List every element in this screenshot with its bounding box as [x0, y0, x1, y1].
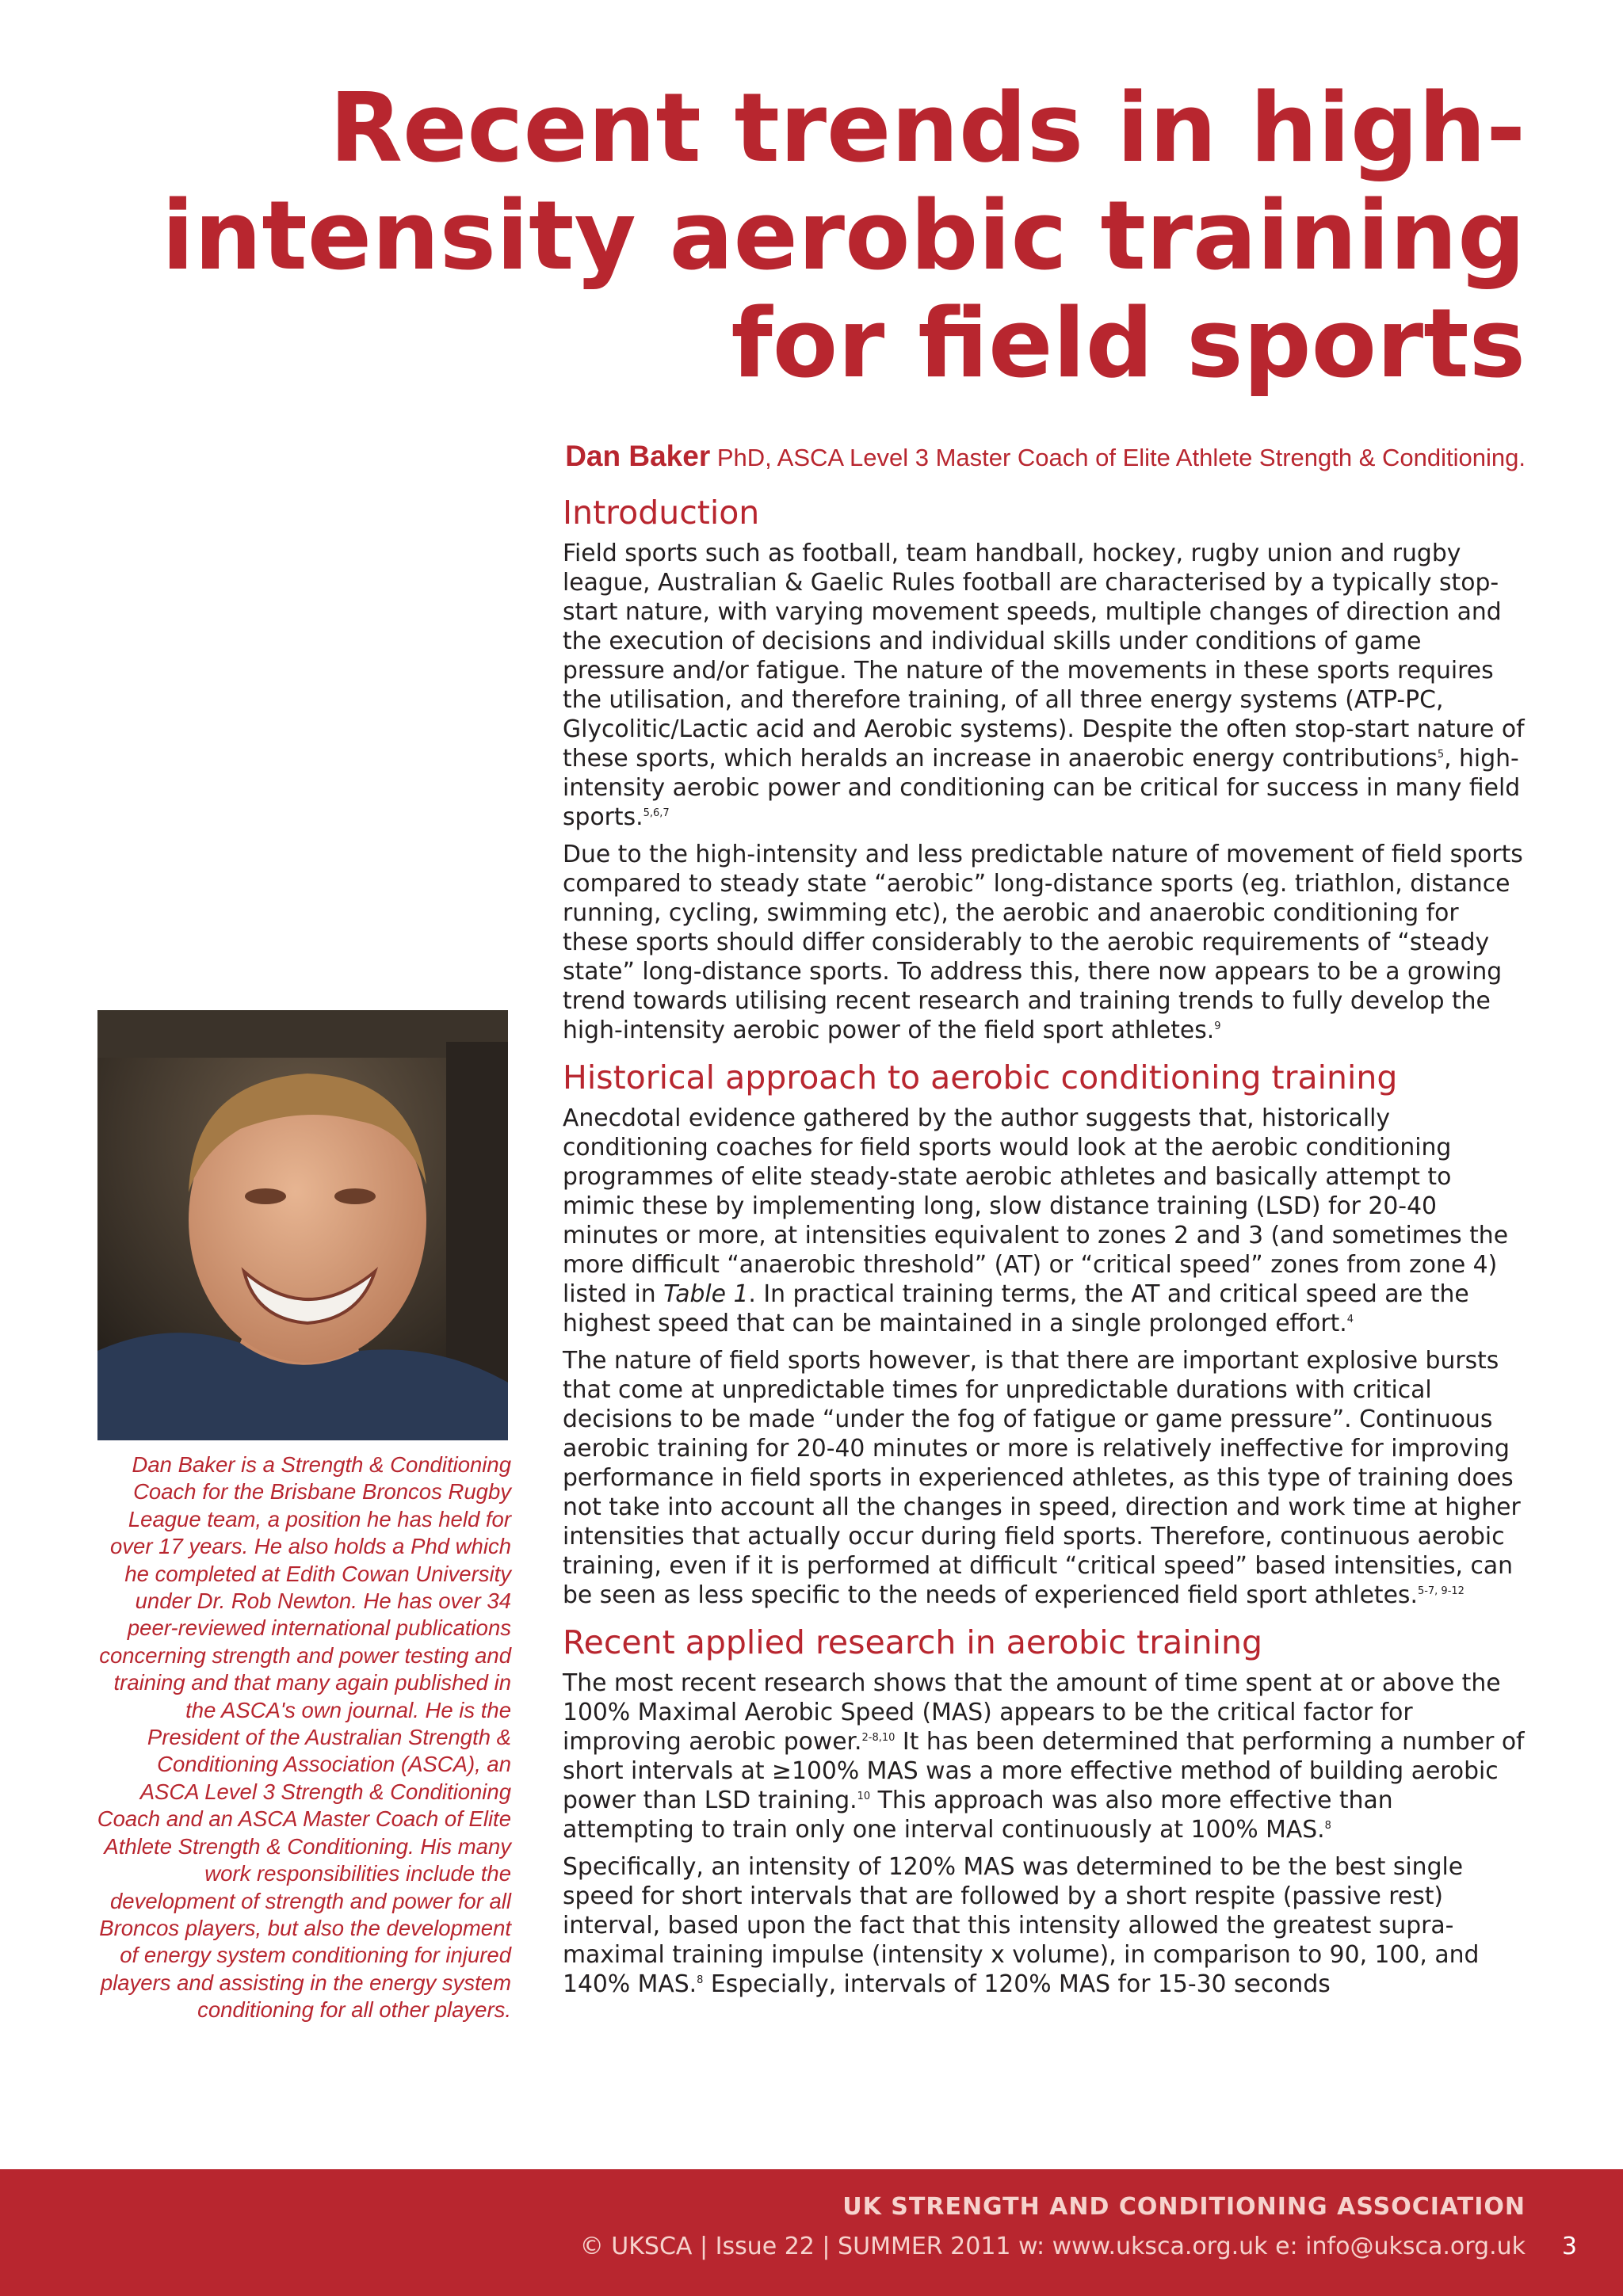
page-footer	[0, 2169, 1623, 2296]
intro-paragraph-2: Due to the high-intensity and less predictable nature of movement of field sports compared to steady state “aerobic” long-distance sports (eg. triathlon, distance running, cycling, swimming etc), the aerobic and anaerobic conditioning for these sports should differ considerably to the aerobic requirements of “steady state” long-distance sports. To address this, there now appears to be a growing trend towards utilising recent research and training trends to fully develop the high-intensity aerobic power of the field sport athletes.$^9$	[563, 841, 1523, 1044]
author-byline	[238, 440, 1526, 473]
page-number: 3	[1561, 2233, 1577, 2260]
title-line-1: Recent trends in high-	[329, 74, 1526, 184]
author-name: Dan Baker	[565, 440, 711, 472]
author-portrait-icon	[97, 1010, 508, 1440]
author-bio-caption: Dan Baker is a Strength & Conditioning Coach for the Brisbane Broncos Rugby League team, a position he has held for over 17 years. He also holds a Phd which he completed at Edith Cowan University under Dr. Rob Newton. He has over 34 peer-reviewed international publications concerning strength and power testing and training and that many again published in the ASCA's own journal. He is the President of the Australian Strength & Conditioning Association (ASCA), an ASCA Level 3 Strength & Conditioning Coach and an ASCA Master Coach of Elite Athlete Strength & Conditioning. His many work responsibilities include the development of strength and power for all Broncos players, but also the development of energy system conditioning for injured players and assisting in the energy system conditioning for all other players.	[97, 1452, 511, 2023]
historical-paragraph-1: Anecdotal evidence gathered by the author suggests that, historically conditioning coaches for field sports would look at the aerobic conditioning programmes of elite steady-state aerobic athletes and basically attempt to mimic these by implementing long, slow distance training (LSD) for 20-40 minutes or more, at intensities equivalent to zones 2 and 3 (and sometimes the more difficult “anaerobic threshold” (AT) or “critical speed” zones from zone 4) listed in Table 1. In practical training terms, the AT and critical speed are the highest speed that can be maintained in a single prolonged effort.$^4$	[563, 1104, 1509, 1337]
article-title	[95, 75, 1526, 399]
author-photo	[97, 1010, 508, 1440]
reference: 4	[1346, 1314, 1354, 1326]
reference: 9	[1214, 1020, 1221, 1033]
intro-paragraph-1: Field sports such as football, team handball, hockey, rugby union and rugby league, Australian & Gaelic Rules football are characterised by a typically stop-start nature, with varying movement speeds, multiple changes of direction and the execution of decisions and individual skills under conditions of game pressure and/or fatigue. The nature of the movements in these sports requires the utilisation, and therefore training, of all three energy systems (ATP-PC, Glycolitic/Lactic acid and Aerobic systems). Despite the often stop-start nature of these sports, which heralds an increase in anaerobic energy contributions$^5$, high-intensity aerobic power and conditioning can be critical for success in many field sports.$^{5,6,7}$	[563, 540, 1525, 831]
section-heading-introduction: Introduction	[563, 494, 760, 532]
footer-contact-info: © UKSCA | Issue 22 | SUMMER 2011 w: www.uksca.org.uk e: info@uksca.org.uk	[579, 2233, 1526, 2260]
reference: 10	[857, 1791, 871, 1803]
main-column	[563, 493, 1529, 2007]
reference: 5-7, 9-12	[1417, 1585, 1465, 1598]
title-line-3: for field sports	[731, 289, 1526, 399]
title-line-2: intensity aerobic training	[161, 181, 1526, 292]
reference: 8	[697, 1974, 704, 1987]
table-reference: Table 1	[663, 1280, 749, 1308]
reference: 2-8,10	[861, 1732, 896, 1745]
reference: 5,6,7	[643, 807, 670, 820]
author-credentials: PhD, ASCA Level 3 Master Coach of Elite Athlete Strength & Conditioning.	[710, 444, 1526, 471]
reference: 5	[1437, 749, 1445, 761]
historical-paragraph-2: The nature of field sports however, is that there are important explosive bursts that come at unpredictable times for unpredictable durations with critical decisions to be made “under the fog of fatigue or game pressure”. Continuous aerobic training for 20-40 minutes or more is relatively ineffective for improving performance in field sports in experienced athletes, as this type of training does not take into account all the changes in speed, direction and work time at higher intensities that actually occur during field sports. Therefore, continuous aerobic training, even if it is performed at difficult “critical speed” based intensities, can be seen as less specific to the needs of experienced field sport athletes.$^{5-7, 9-12}$	[563, 1347, 1521, 1609]
recent-paragraph-1: The most recent research shows that the amount of time spent at or above the 100% Maximal Aerobic Speed (MAS) appears to be the critical factor for improving aerobic power.$^{2-8,10}$ It has been determined that performing a number of short intervals at ≥100% MAS was a more effective method of building aerobic power than LSD training.$^{10}$ This approach was also more effective than attempting to train only one interval continuously at 100% MAS.$^8$	[563, 1669, 1525, 1844]
section-heading-historical: Historical approach to aerobic conditioning training	[563, 1058, 1398, 1097]
footer-organization: UK STRENGTH AND CONDITIONING ASSOCIATION	[842, 2193, 1526, 2221]
reference: 8	[1324, 1820, 1331, 1833]
section-heading-recent-research: Recent applied research in aerobic training	[563, 1623, 1263, 1661]
recent-paragraph-2: Specifically, an intensity of 120% MAS was determined to be the best single speed for short intervals that are followed by a short respite (passive rest) interval, based upon the fact that this intensity allowed the greatest supra-maximal training impulse (intensity x volume), in comparison to 90, 100, and 140% MAS.$^8$ Especially, intervals of 120% MAS for 15-30 seconds	[563, 1853, 1480, 1998]
